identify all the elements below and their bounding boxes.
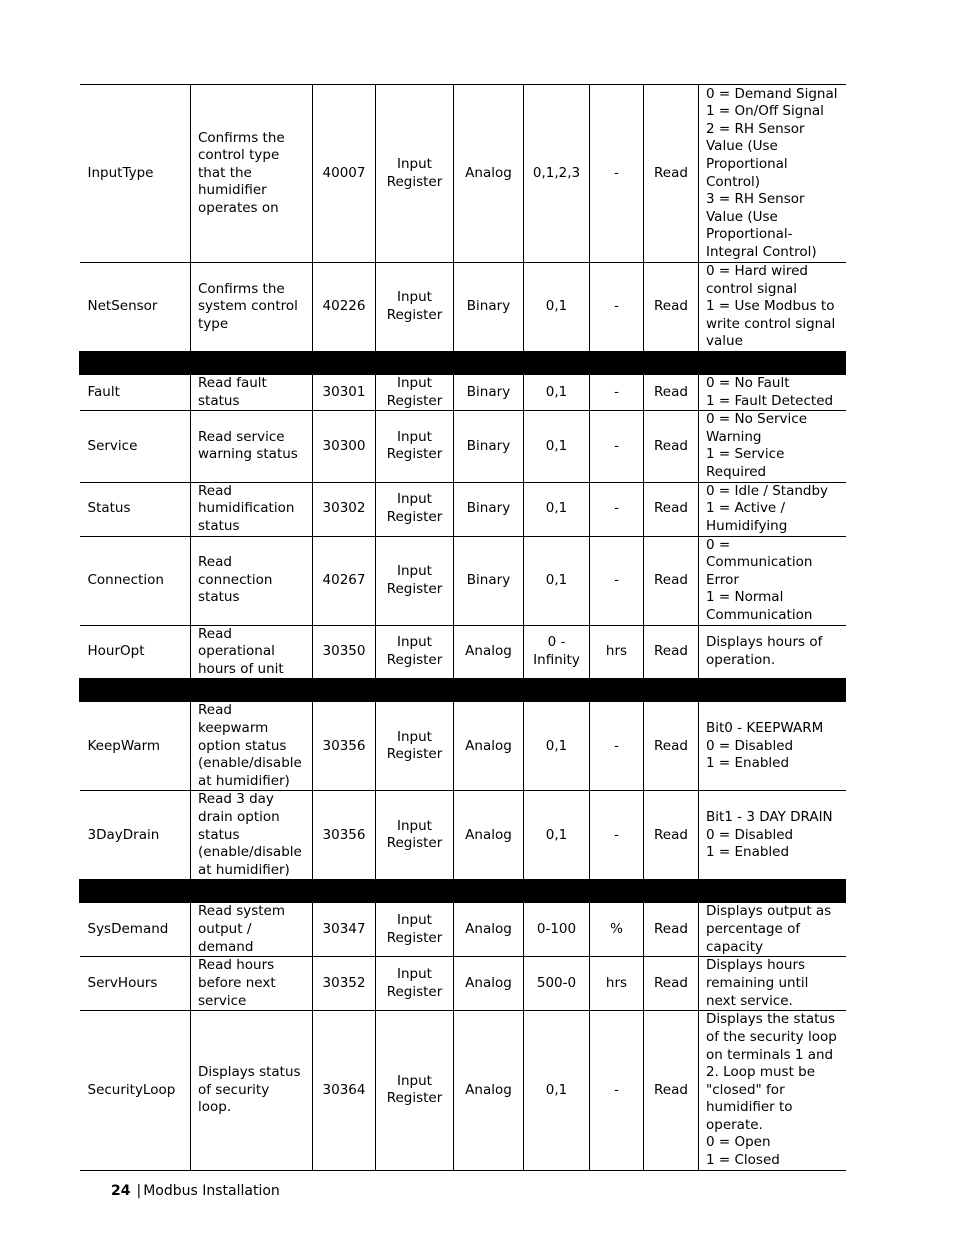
description-cell: Read humidification status <box>191 482 313 536</box>
notes-cell: 0 = Communication Error 1 = Normal Communication <box>699 536 846 625</box>
description-cell: Read hours before next service <box>191 957 313 1011</box>
description-cell: Read operational hours of unit <box>191 625 313 679</box>
register-type-cell: Input Register <box>376 791 454 880</box>
register-name-cell: SecurityLoop <box>80 1011 191 1170</box>
notes-cell: 0 = No Fault 1 = Fault Detected <box>699 375 846 411</box>
notes-cell: Displays hours of operation. <box>699 625 846 679</box>
table-row <box>80 85 846 263</box>
access-cell: Read <box>644 625 699 679</box>
range-cell: 0,1 <box>524 411 590 482</box>
access-cell: Read <box>644 791 699 880</box>
range-cell: 0,1 <box>524 791 590 880</box>
notes-cell: Displays output as percentage of capacity <box>699 903 846 957</box>
notes-cell: 0 = Idle / Standby 1 = Active / Humidifying <box>699 482 846 536</box>
access-cell: Read <box>644 1011 699 1170</box>
description-cell: Confirms the control type that the humidifier operates on <box>191 85 313 263</box>
register-name-cell: 3DayDrain <box>80 791 191 880</box>
units-cell: - <box>590 536 644 625</box>
register-type-cell: Input Register <box>376 263 454 352</box>
data-type-cell: Analog <box>454 1011 524 1170</box>
register-type-cell: Input Register <box>376 957 454 1011</box>
table-body <box>80 85 846 1171</box>
data-type-cell: Binary <box>454 375 524 411</box>
units-cell: - <box>590 482 644 536</box>
data-type-cell: Binary <box>454 482 524 536</box>
units-cell: % <box>590 903 644 957</box>
notes-cell: Displays the status of the security loop on terminals 1 and 2. Loop must be "closed" for humidifier to operate. 0 = Open 1 = Closed <box>699 1011 846 1170</box>
access-cell: Read <box>644 411 699 482</box>
table-row <box>80 263 846 352</box>
units-cell: - <box>590 1011 644 1170</box>
description-cell: Read service warning status <box>191 411 313 482</box>
access-cell: Read <box>644 702 699 791</box>
register-type-cell: Input Register <box>376 536 454 625</box>
range-cell: 0,1,2,3 <box>524 85 590 263</box>
table-row <box>80 1011 846 1170</box>
register-type-cell: Input Register <box>376 1011 454 1170</box>
access-cell: Read <box>644 957 699 1011</box>
address-cell: 30300 <box>313 411 376 482</box>
table-row <box>80 625 846 679</box>
page-footer <box>111 1183 280 1199</box>
range-cell: 0,1 <box>524 702 590 791</box>
address-cell: 40007 <box>313 85 376 263</box>
register-type-cell: Input Register <box>376 411 454 482</box>
notes-cell: 0 = No Service Warning 1 = Service Required <box>699 411 846 482</box>
table-row <box>80 903 846 957</box>
description-cell: Read fault status <box>191 375 313 411</box>
description-cell: Read connection status <box>191 536 313 625</box>
register-type-cell: Input Register <box>376 625 454 679</box>
register-type-cell: Input Register <box>376 903 454 957</box>
section-divider-bar <box>80 352 846 375</box>
description-cell: Read 3 day drain option status (enable/disable at humidifier) <box>191 791 313 880</box>
range-cell: 0-100 <box>524 903 590 957</box>
units-cell: - <box>590 85 644 263</box>
units-cell: hrs <box>590 957 644 1011</box>
data-type-cell: Analog <box>454 702 524 791</box>
section-divider <box>80 880 846 903</box>
range-cell: 0 - Infinity <box>524 625 590 679</box>
access-cell: Read <box>644 903 699 957</box>
register-name-cell: InputType <box>80 85 191 263</box>
register-type-cell: Input Register <box>376 702 454 791</box>
access-cell: Read <box>644 263 699 352</box>
register-name-cell: Connection <box>80 536 191 625</box>
address-cell: 30356 <box>313 791 376 880</box>
range-cell: 0,1 <box>524 1011 590 1170</box>
data-type-cell: Analog <box>454 791 524 880</box>
modbus-register-table <box>79 84 846 1171</box>
section-divider <box>80 679 846 702</box>
register-type-cell: Input Register <box>376 482 454 536</box>
register-name-cell: KeepWarm <box>80 702 191 791</box>
address-cell: 30364 <box>313 1011 376 1170</box>
register-name-cell: Status <box>80 482 191 536</box>
range-cell: 0,1 <box>524 536 590 625</box>
address-cell: 30347 <box>313 903 376 957</box>
units-cell: - <box>590 411 644 482</box>
table-row <box>80 791 846 880</box>
register-name-cell: ServHours <box>80 957 191 1011</box>
section-divider-bar <box>80 880 846 903</box>
table-row <box>80 375 846 411</box>
register-name-cell: SysDemand <box>80 903 191 957</box>
table-row <box>80 482 846 536</box>
footer-separator: | <box>136 1183 142 1199</box>
address-cell: 30350 <box>313 625 376 679</box>
description-cell: Confirms the system control type <box>191 263 313 352</box>
data-type-cell: Binary <box>454 411 524 482</box>
access-cell: Read <box>644 482 699 536</box>
section-divider-bar <box>80 679 846 702</box>
register-name-cell: Fault <box>80 375 191 411</box>
access-cell: Read <box>644 85 699 263</box>
range-cell: 0,1 <box>524 375 590 411</box>
data-type-cell: Analog <box>454 85 524 263</box>
address-cell: 30356 <box>313 702 376 791</box>
table-row <box>80 411 846 482</box>
page-number: 24 <box>111 1183 131 1199</box>
units-cell: hrs <box>590 625 644 679</box>
description-cell: Read keepwarm option status (enable/disable at humidifier) <box>191 702 313 791</box>
notes-cell: 0 = Demand Signal 1 = On/Off Signal 2 = RH Sensor Value (Use Proportional Control) 3 = RH Sensor Value (Use Proportional-Integral Control) <box>699 85 846 263</box>
units-cell: - <box>590 791 644 880</box>
address-cell: 30301 <box>313 375 376 411</box>
description-cell: Read system output / demand <box>191 903 313 957</box>
register-name-cell: HourOpt <box>80 625 191 679</box>
table-row <box>80 536 846 625</box>
register-name-cell: NetSensor <box>80 263 191 352</box>
address-cell: 40267 <box>313 536 376 625</box>
range-cell: 0,1 <box>524 482 590 536</box>
register-name-cell: Service <box>80 411 191 482</box>
address-cell: 30302 <box>313 482 376 536</box>
notes-cell: Bit0 - KEEPWARM 0 = Disabled 1 = Enabled <box>699 702 846 791</box>
register-type-cell: Input Register <box>376 375 454 411</box>
address-cell: 40226 <box>313 263 376 352</box>
description-cell: Displays status of security loop. <box>191 1011 313 1170</box>
data-type-cell: Analog <box>454 625 524 679</box>
range-cell: 500-0 <box>524 957 590 1011</box>
notes-cell: Bit1 - 3 DAY DRAIN 0 = Disabled 1 = Enabled <box>699 791 846 880</box>
range-cell: 0,1 <box>524 263 590 352</box>
notes-cell: Displays hours remaining until next service. <box>699 957 846 1011</box>
address-cell: 30352 <box>313 957 376 1011</box>
notes-cell: 0 = Hard wired control signal 1 = Use Modbus to write control signal value <box>699 263 846 352</box>
units-cell: - <box>590 702 644 791</box>
data-type-cell: Analog <box>454 957 524 1011</box>
table-row <box>80 957 846 1011</box>
units-cell: - <box>590 375 644 411</box>
section-divider <box>80 352 846 375</box>
table-row <box>80 702 846 791</box>
data-type-cell: Analog <box>454 903 524 957</box>
data-type-cell: Binary <box>454 536 524 625</box>
footer-section-title: Modbus Installation <box>143 1183 280 1199</box>
access-cell: Read <box>644 536 699 625</box>
register-type-cell: Input Register <box>376 85 454 263</box>
data-type-cell: Binary <box>454 263 524 352</box>
units-cell: - <box>590 263 644 352</box>
access-cell: Read <box>644 375 699 411</box>
